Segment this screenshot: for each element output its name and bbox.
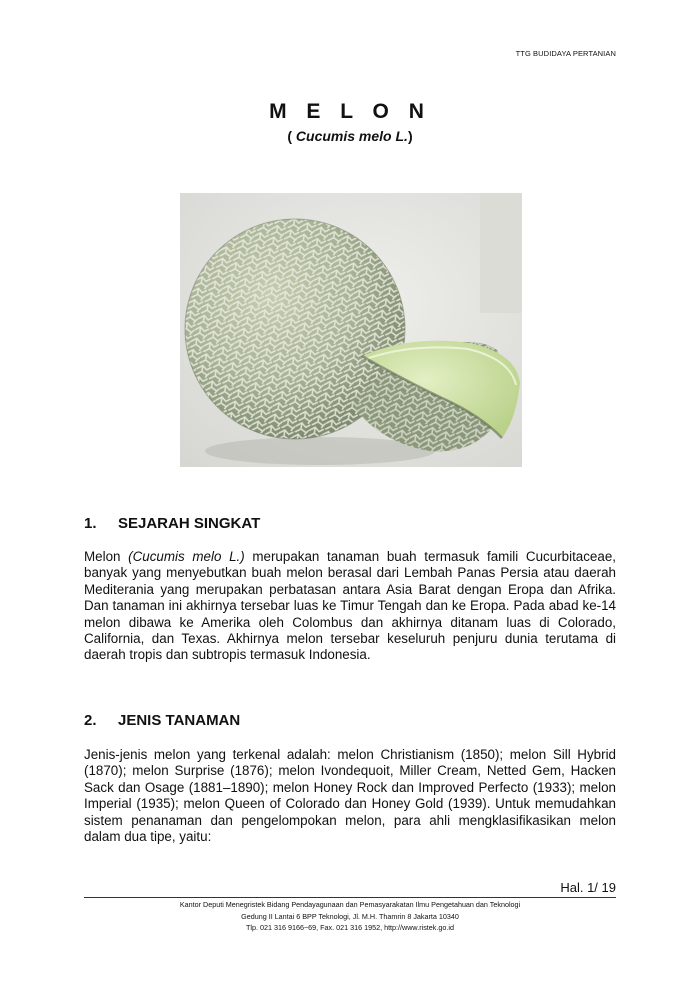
section-paragraph-sejarah (84, 549, 616, 664)
document-subtitle (0, 128, 700, 144)
footer-rule (84, 897, 616, 898)
para-text: Melon (84, 549, 129, 564)
section-heading: SEJARAH SINGKAT (118, 515, 261, 532)
subtitle-close-paren: ) (407, 128, 413, 144)
document-title: M E L O N (269, 100, 431, 123)
section-title-jenis (84, 712, 240, 729)
footer (0, 899, 700, 934)
para-italic: (Cucumis melo L.) (128, 549, 245, 564)
page-number: Hal. 1/ 19 (560, 880, 616, 895)
subtitle-open-paren: ( (287, 128, 296, 144)
footer-line: Tlp. 021 316 9166~69, Fax. 021 316 1952, http://www.ristek.go.id (246, 923, 454, 932)
header-tag: TTG BUDIDAYA PERTANIAN (515, 49, 616, 58)
section-number: 1. (84, 515, 97, 532)
melon-photo (180, 193, 522, 467)
section-number: 2. (84, 712, 97, 729)
species-name: Cucumis melo L. (295, 128, 408, 144)
footer-line: Gedung II Lantai 6 BPP Teknologi, Jl. M.H. Thamrin 8 Jakarta 10340 (241, 911, 459, 921)
section-heading: JENIS TANAMAN (118, 712, 241, 729)
para-text: merupakan tanaman buah termasuk famili Cucurbitaceae, banyak yang menyebutkan buah melon berasal dari Lembah Panas Persia atau daerah Mediterania yang merupakan perbatasan antara Asia Barat dengan Eropa dan Afrika. Dan tanaman ini akhirnya tersebar luas ke Timur Tengah dan ke Eropa. Pada abad ke-14 melon dibawa ke Amerika oleh Colombus dan akhirnya ditanam luas di Colorado, California, dan Texas. Akhirnya melon tersebar keseluruh penjuru dunia terutama di daerah tropis dan subtropis termasuk Indonesia. (84, 549, 616, 663)
section-title-sejarah (84, 515, 260, 532)
section-paragraph-jenis: Jenis-jenis melon yang terkenal adalah: melon Christianism (1850); melon Sill Hybrid (1870); melon Surprise (1876); melon Ivondequoit, Miller Cream, Netted Gem, Hacken Sack dan Osage (1881–1890); melon Honey Rock dan Improved Perfecto (1933); melon Imperial (1935); melon Queen of Colorado dan Honey Gold (1939). Untuk memudahkan sistem penanaman dan pengelompokan melon, para ahli mengklasifikasikan melon dalam dua tipe, yaitu: (84, 747, 616, 845)
footer-line: Kantor Deputi Menegristek Bidang Pendayagunaan dan Pemasyarakatan Ilmu Pengetahuan dan Teknologi (179, 900, 521, 909)
